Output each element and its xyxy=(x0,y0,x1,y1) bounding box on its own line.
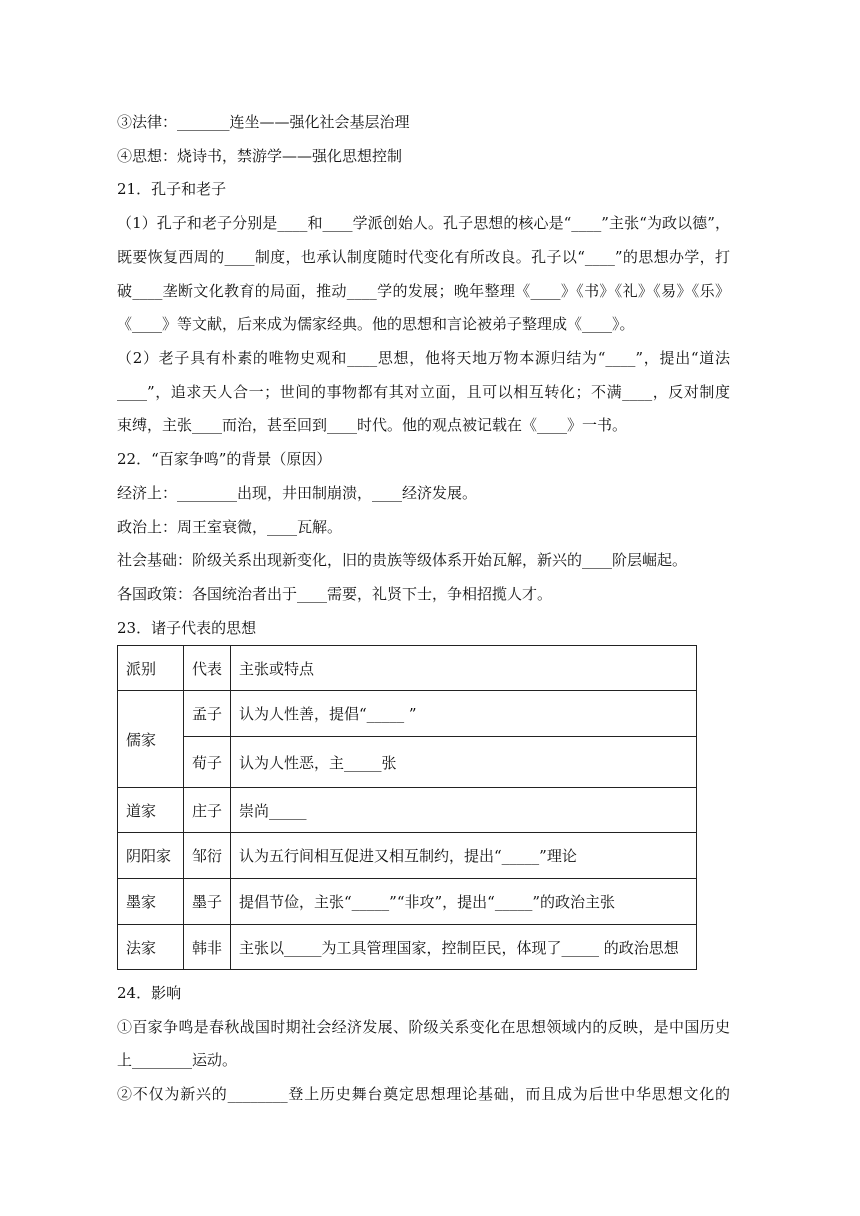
q22-policy: 各国政策：各国统治者出于____需要，礼贤下士，争相招揽人才。 xyxy=(117,585,553,603)
q24-item1-line1: ①百家争鸣是春秋战国时期社会经济发展、阶级关系变化在思想领域内的反映，是中国历史 xyxy=(117,1018,730,1036)
cell-idea: 认为五行间相互促进又相互制约，提出“_____”理论 xyxy=(231,833,697,879)
cell-idea: 认为人性恶，主_____张 xyxy=(231,737,697,788)
table-row xyxy=(118,788,697,833)
table-row xyxy=(118,691,697,737)
cell-school: 道家 xyxy=(118,788,184,833)
header-idea: 主张或特点 xyxy=(231,646,697,691)
q22-economy: 经济上：________出现，井田制崩溃，____经济发展。 xyxy=(117,484,478,502)
table-header-row xyxy=(118,646,697,691)
q24-item2-line1: ②不仅为新兴的________登上历史舞台奠定思想理论基础，而且成为后世中华思想文化的 xyxy=(117,1085,730,1103)
question-21-title: 21．孔子和老子 xyxy=(117,180,227,198)
q21-part1-line1: （1）孔子和老子分别是____和____学派创始人。孔子思想的核心是“____”主张“为政以德”， xyxy=(117,214,730,232)
q22-politics: 政治上：周王室衰微，____瓦解。 xyxy=(117,518,343,536)
schools-table xyxy=(117,645,697,970)
q21-part1-line4: 《____》等文献，后来成为儒家经典。他的思想和言论被弟子整理成《____》。 xyxy=(117,315,635,333)
question-23-title: 23．诸子代表的思想 xyxy=(117,619,257,637)
cell-idea: 主张以_____为工具管理国家，控制臣民，体现了_____ 的政治思想 xyxy=(231,925,697,970)
cell-rep: 孟子 xyxy=(184,691,231,737)
law-line: ③法律：_______连坐——强化社会基层治理 xyxy=(117,113,410,131)
cell-idea: 提倡节俭，主张“_____”“非攻”，提出“_____”的政治主张 xyxy=(231,879,697,925)
cell-school: 儒家 xyxy=(118,691,184,788)
thought-line: ④思想：烧诗书，禁游学——强化思想控制 xyxy=(117,147,403,165)
cell-school: 法家 xyxy=(118,925,184,970)
question-24-title: 24．影响 xyxy=(117,984,182,1002)
q22-society: 社会基础：阶级关系出现新变化，旧的贵族等级体系开始瓦解，新兴的____阶层崛起。 xyxy=(117,551,688,569)
table-row xyxy=(118,833,697,879)
table-row xyxy=(118,737,697,788)
cell-rep: 庄子 xyxy=(184,788,231,833)
q24-item1-line2: 上________运动。 xyxy=(117,1051,238,1069)
q21-part1-line3: 破____垄断文化教育的局面，推动____学的发展；晚年整理《____》《书》《礼》《易》《乐》 xyxy=(117,282,730,300)
table-row xyxy=(118,925,697,970)
header-rep: 代表 xyxy=(184,646,231,691)
cell-school: 墨家 xyxy=(118,879,184,925)
q21-part2-line2: ____”，追求天人合一；世间的事物都有其对立面，且可以相互转化；不满____，反对制度 xyxy=(117,383,730,401)
cell-rep: 韩非 xyxy=(184,925,231,970)
question-22-title: 22．“百家争鸣”的背景（原因） xyxy=(117,450,332,468)
table-row xyxy=(118,879,697,925)
cell-idea: 崇尚_____ xyxy=(231,788,697,833)
q21-part2-line3: 束缚，主张____而治，甚至回到____时代。他的观点被记载在《____》一书。 xyxy=(117,416,628,434)
cell-rep: 墨子 xyxy=(184,879,231,925)
q21-part1-line2: 既要恢复西周的____制度，也承认制度随时代变化有所改良。孔子以“____”的思想办学，打 xyxy=(117,248,730,266)
cell-idea: 认为人性善，提倡“_____ ” xyxy=(231,691,697,737)
cell-rep: 邹衍 xyxy=(184,833,231,879)
cell-rep: 荀子 xyxy=(184,737,231,788)
q21-part2-line1: （2）老子具有朴素的唯物史观和____思想，他将天地万物本源归结为“____”，提出“道法 xyxy=(117,349,730,367)
header-school: 派别 xyxy=(118,646,184,691)
cell-school: 阴阳家 xyxy=(118,833,184,879)
